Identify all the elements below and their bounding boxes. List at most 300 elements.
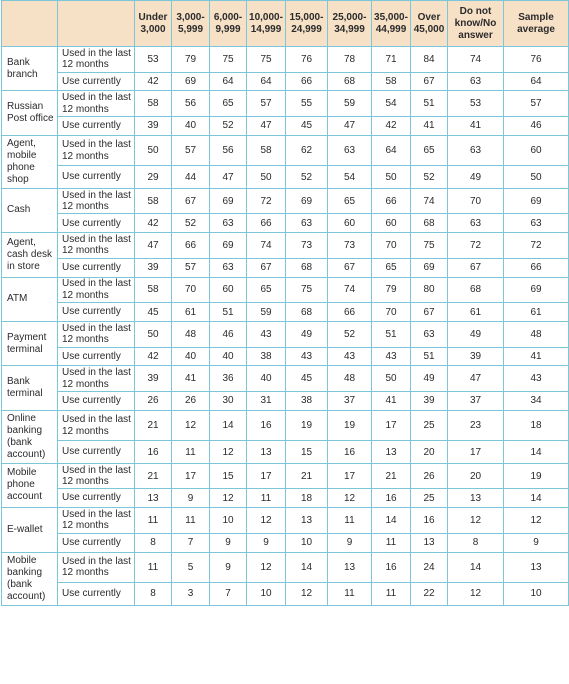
value-cell: 65: [372, 258, 411, 277]
value-cell: 66: [286, 72, 328, 91]
value-cell: 40: [247, 366, 286, 392]
category-cell: Agent, mobile phone shop: [2, 135, 58, 188]
value-cell: 12: [247, 508, 286, 534]
value-cell: 11: [372, 533, 411, 552]
value-cell: 57: [172, 258, 210, 277]
header-line: 25,000-: [332, 11, 367, 23]
value-cell: 5: [172, 552, 210, 583]
header-income-6: [372, 1, 411, 47]
value-cell: 8: [135, 583, 172, 605]
value-cell: 51: [411, 91, 448, 117]
value-cell: 19: [328, 410, 372, 441]
value-cell: 66: [504, 258, 569, 277]
value-cell: 45: [286, 366, 328, 392]
value-cell: 42: [135, 347, 172, 366]
value-cell: 48: [504, 321, 569, 347]
value-cell: 59: [328, 91, 372, 117]
value-cell: 3: [172, 583, 210, 605]
value-cell: 16: [372, 552, 411, 583]
header-income-8: [448, 1, 504, 47]
value-cell: 26: [135, 391, 172, 410]
table-row: [2, 366, 569, 392]
value-cell: 64: [504, 72, 569, 91]
header-line: 44,999: [375, 23, 407, 35]
value-cell: 11: [172, 441, 210, 463]
value-cell: 74: [411, 188, 448, 214]
period-cell: Used in the last 12 months: [58, 135, 135, 166]
value-cell: 52: [328, 321, 372, 347]
value-cell: 23: [448, 410, 504, 441]
value-cell: 12: [210, 441, 247, 463]
value-cell: 25: [411, 489, 448, 508]
value-cell: 65: [210, 91, 247, 117]
period-cell: Used in the last 12 months: [58, 47, 135, 73]
value-cell: 16: [247, 410, 286, 441]
header-income-4: [286, 1, 328, 47]
value-cell: 14: [210, 410, 247, 441]
value-cell: 14: [504, 441, 569, 463]
category-cell: E-wallet: [2, 508, 58, 552]
period-cell: Use currently: [58, 533, 135, 552]
value-cell: 17: [328, 463, 372, 489]
value-cell: 58: [135, 188, 172, 214]
value-cell: 58: [372, 72, 411, 91]
value-cell: 67: [448, 258, 504, 277]
value-cell: 24: [411, 552, 448, 583]
value-cell: 12: [448, 508, 504, 534]
header-income-5: [328, 1, 372, 47]
period-cell: Used in the last 12 months: [58, 508, 135, 534]
value-cell: 79: [372, 277, 411, 303]
value-cell: 54: [328, 166, 372, 188]
value-cell: 50: [135, 135, 172, 166]
header-line: 5,999: [177, 23, 204, 35]
value-cell: 50: [247, 166, 286, 188]
value-cell: 63: [448, 135, 504, 166]
header-line: 6,000-: [213, 11, 243, 23]
value-cell: 49: [286, 321, 328, 347]
value-cell: 65: [411, 135, 448, 166]
header-line: answer: [458, 29, 493, 41]
value-cell: 47: [210, 166, 247, 188]
value-cell: 46: [210, 321, 247, 347]
category-cell: ATM: [2, 277, 58, 321]
value-cell: 12: [210, 489, 247, 508]
value-cell: 13: [372, 441, 411, 463]
value-cell: 68: [286, 303, 328, 322]
category-cell: Agent, cash desk in store: [2, 233, 58, 277]
value-cell: 64: [247, 72, 286, 91]
value-cell: 57: [172, 135, 210, 166]
value-cell: 55: [286, 91, 328, 117]
value-cell: 16: [135, 441, 172, 463]
value-cell: 43: [372, 347, 411, 366]
value-cell: 69: [210, 233, 247, 259]
value-cell: 68: [448, 277, 504, 303]
value-cell: 12: [172, 410, 210, 441]
value-cell: 63: [328, 135, 372, 166]
header-line: 10,000-: [249, 11, 283, 23]
value-cell: 69: [172, 72, 210, 91]
header-line: Do not: [459, 5, 492, 17]
value-cell: 53: [135, 47, 172, 73]
value-cell: 63: [210, 214, 247, 233]
value-cell: 57: [247, 91, 286, 117]
value-cell: 20: [411, 441, 448, 463]
value-cell: 16: [411, 508, 448, 534]
value-cell: 21: [286, 463, 328, 489]
value-cell: 39: [135, 116, 172, 135]
value-cell: 75: [247, 47, 286, 73]
value-cell: 45: [286, 116, 328, 135]
value-cell: 40: [210, 347, 247, 366]
header-period: [58, 1, 135, 47]
value-cell: 13: [135, 489, 172, 508]
table-row: [2, 47, 569, 73]
table-row: [2, 533, 569, 552]
value-cell: 43: [504, 366, 569, 392]
period-cell: Use currently: [58, 441, 135, 463]
header-income-9: [504, 1, 569, 47]
period-cell: Use currently: [58, 258, 135, 277]
value-cell: 75: [210, 47, 247, 73]
table-body: [2, 47, 569, 606]
value-cell: 16: [328, 441, 372, 463]
value-cell: 67: [328, 258, 372, 277]
value-cell: 60: [372, 214, 411, 233]
value-cell: 66: [172, 233, 210, 259]
header-line: know/No: [454, 17, 497, 29]
value-cell: 11: [328, 583, 372, 605]
value-cell: 37: [328, 391, 372, 410]
table-row: [2, 303, 569, 322]
value-cell: 21: [372, 463, 411, 489]
header-income-1: [172, 1, 210, 47]
value-cell: 78: [328, 47, 372, 73]
value-cell: 43: [328, 347, 372, 366]
value-cell: 70: [172, 277, 210, 303]
table-row: [2, 188, 569, 214]
value-cell: 39: [411, 391, 448, 410]
value-cell: 14: [448, 552, 504, 583]
value-cell: 10: [504, 583, 569, 605]
value-cell: 52: [210, 116, 247, 135]
value-cell: 44: [172, 166, 210, 188]
value-cell: 51: [411, 347, 448, 366]
value-cell: 69: [504, 188, 569, 214]
value-cell: 67: [172, 188, 210, 214]
value-cell: 9: [210, 552, 247, 583]
value-cell: 58: [135, 277, 172, 303]
table-row: [2, 258, 569, 277]
value-cell: 84: [411, 47, 448, 73]
value-cell: 42: [372, 116, 411, 135]
period-cell: Use currently: [58, 303, 135, 322]
period-cell: Used in the last 12 months: [58, 277, 135, 303]
table-row: [2, 583, 569, 605]
header-line: 45,000: [413, 23, 445, 35]
value-cell: 7: [210, 583, 247, 605]
value-cell: 26: [411, 463, 448, 489]
value-cell: 50: [372, 166, 411, 188]
value-cell: 52: [172, 214, 210, 233]
table-row: [2, 347, 569, 366]
value-cell: 31: [247, 391, 286, 410]
value-cell: 40: [172, 116, 210, 135]
value-cell: 68: [328, 72, 372, 91]
table-row: [2, 233, 569, 259]
value-cell: 65: [247, 277, 286, 303]
value-cell: 10: [286, 533, 328, 552]
value-cell: 19: [286, 410, 328, 441]
value-cell: 71: [372, 47, 411, 73]
value-cell: 54: [372, 91, 411, 117]
table-row: [2, 72, 569, 91]
value-cell: 11: [135, 508, 172, 534]
value-cell: 18: [504, 410, 569, 441]
value-cell: 79: [172, 47, 210, 73]
value-cell: 38: [247, 347, 286, 366]
header-line: 34,999: [334, 23, 365, 35]
value-cell: 58: [247, 135, 286, 166]
value-cell: 12: [328, 489, 372, 508]
value-cell: 36: [210, 366, 247, 392]
value-cell: 17: [448, 441, 504, 463]
value-cell: 10: [210, 508, 247, 534]
value-cell: 50: [372, 366, 411, 392]
value-cell: 51: [210, 303, 247, 322]
value-cell: 13: [504, 552, 569, 583]
value-cell: 46: [504, 116, 569, 135]
value-cell: 52: [411, 166, 448, 188]
value-cell: 69: [504, 277, 569, 303]
value-cell: 60: [328, 214, 372, 233]
table-row: [2, 391, 569, 410]
value-cell: 63: [504, 214, 569, 233]
header-line: Sample: [518, 11, 554, 23]
value-cell: 68: [286, 258, 328, 277]
value-cell: 11: [328, 508, 372, 534]
value-cell: 21: [135, 463, 172, 489]
value-cell: 21: [135, 410, 172, 441]
table-row: [2, 489, 569, 508]
value-cell: 13: [448, 489, 504, 508]
category-cell: Online banking (bank account): [2, 410, 58, 463]
value-cell: 51: [372, 321, 411, 347]
value-cell: 8: [135, 533, 172, 552]
period-cell: Used in the last 12 months: [58, 366, 135, 392]
category-cell: Bank branch: [2, 47, 58, 91]
value-cell: 48: [172, 321, 210, 347]
value-cell: 47: [328, 116, 372, 135]
value-cell: 8: [448, 533, 504, 552]
value-cell: 20: [448, 463, 504, 489]
header-line: Over: [417, 11, 441, 23]
data-table: [1, 0, 569, 606]
category-cell: Bank terminal: [2, 366, 58, 410]
value-cell: 53: [448, 91, 504, 117]
value-cell: 9: [504, 533, 569, 552]
header-line: average: [517, 23, 555, 35]
value-cell: 59: [247, 303, 286, 322]
value-cell: 72: [448, 233, 504, 259]
value-cell: 70: [372, 233, 411, 259]
value-cell: 49: [448, 166, 504, 188]
category-cell: Cash: [2, 188, 58, 232]
value-cell: 64: [372, 135, 411, 166]
header-line: 15,000-: [289, 11, 324, 23]
value-cell: 63: [448, 72, 504, 91]
period-cell: Used in the last 12 months: [58, 91, 135, 117]
period-cell: Used in the last 12 months: [58, 463, 135, 489]
table-row: [2, 552, 569, 583]
value-cell: 47: [448, 366, 504, 392]
value-cell: 41: [504, 347, 569, 366]
value-cell: 40: [172, 347, 210, 366]
value-cell: 42: [135, 214, 172, 233]
value-cell: 63: [448, 214, 504, 233]
value-cell: 19: [504, 463, 569, 489]
value-cell: 41: [448, 116, 504, 135]
value-cell: 47: [135, 233, 172, 259]
value-cell: 61: [448, 303, 504, 322]
value-cell: 41: [411, 116, 448, 135]
period-cell: Use currently: [58, 72, 135, 91]
table-row: [2, 91, 569, 117]
table-row: [2, 441, 569, 463]
value-cell: 60: [210, 277, 247, 303]
value-cell: 49: [411, 366, 448, 392]
value-cell: 26: [172, 391, 210, 410]
header-line: 24,999: [291, 23, 322, 35]
value-cell: 47: [247, 116, 286, 135]
table-row: [2, 277, 569, 303]
value-cell: 50: [135, 321, 172, 347]
value-cell: 11: [372, 583, 411, 605]
category-cell: Mobile phone account: [2, 463, 58, 507]
value-cell: 41: [372, 391, 411, 410]
period-cell: Used in the last 12 months: [58, 552, 135, 583]
category-cell: Mobile banking (bank account): [2, 552, 58, 605]
value-cell: 68: [411, 214, 448, 233]
value-cell: 65: [328, 188, 372, 214]
value-cell: 11: [135, 552, 172, 583]
period-cell: Use currently: [58, 347, 135, 366]
value-cell: 42: [135, 72, 172, 91]
period-cell: Used in the last 12 months: [58, 321, 135, 347]
value-cell: 10: [247, 583, 286, 605]
period-cell: Use currently: [58, 489, 135, 508]
value-cell: 34: [504, 391, 569, 410]
value-cell: 18: [286, 489, 328, 508]
value-cell: 63: [210, 258, 247, 277]
period-cell: Use currently: [58, 391, 135, 410]
period-cell: Used in the last 12 months: [58, 410, 135, 441]
table-row: [2, 463, 569, 489]
value-cell: 39: [448, 347, 504, 366]
value-cell: 57: [504, 91, 569, 117]
value-cell: 66: [247, 214, 286, 233]
value-cell: 49: [448, 321, 504, 347]
header-income-2: [210, 1, 247, 47]
value-cell: 74: [448, 47, 504, 73]
value-cell: 70: [372, 303, 411, 322]
value-cell: 80: [411, 277, 448, 303]
header-line: 35,000-: [374, 11, 408, 23]
value-cell: 76: [286, 47, 328, 73]
header-line: 14,999: [250, 23, 282, 35]
value-cell: 72: [504, 233, 569, 259]
header-income-3: [247, 1, 286, 47]
table-row: [2, 166, 569, 188]
value-cell: 9: [328, 533, 372, 552]
value-cell: 43: [247, 321, 286, 347]
value-cell: 39: [135, 366, 172, 392]
value-cell: 69: [286, 188, 328, 214]
table-row: [2, 508, 569, 534]
value-cell: 52: [286, 166, 328, 188]
header-row: [2, 1, 569, 47]
value-cell: 48: [328, 366, 372, 392]
period-cell: Used in the last 12 months: [58, 233, 135, 259]
value-cell: 74: [328, 277, 372, 303]
period-cell: Use currently: [58, 166, 135, 188]
value-cell: 56: [172, 91, 210, 117]
value-cell: 37: [448, 391, 504, 410]
value-cell: 50: [504, 166, 569, 188]
value-cell: 14: [286, 552, 328, 583]
value-cell: 67: [411, 303, 448, 322]
value-cell: 17: [372, 410, 411, 441]
value-cell: 15: [210, 463, 247, 489]
value-cell: 56: [210, 135, 247, 166]
value-cell: 73: [328, 233, 372, 259]
value-cell: 67: [247, 258, 286, 277]
value-cell: 74: [247, 233, 286, 259]
period-cell: Used in the last 12 months: [58, 188, 135, 214]
value-cell: 67: [411, 72, 448, 91]
value-cell: 72: [247, 188, 286, 214]
value-cell: 15: [286, 441, 328, 463]
header-line: 3,000-: [176, 11, 205, 23]
value-cell: 12: [247, 552, 286, 583]
header-income-0: [135, 1, 172, 47]
value-cell: 14: [372, 508, 411, 534]
value-cell: 22: [411, 583, 448, 605]
value-cell: 7: [172, 533, 210, 552]
table-row: [2, 410, 569, 441]
value-cell: 9: [210, 533, 247, 552]
table-row: [2, 214, 569, 233]
category-cell: Russian Post office: [2, 91, 58, 135]
value-cell: 63: [411, 321, 448, 347]
value-cell: 13: [286, 508, 328, 534]
value-cell: 69: [411, 258, 448, 277]
table-row: [2, 321, 569, 347]
value-cell: 14: [504, 489, 569, 508]
value-cell: 29: [135, 166, 172, 188]
value-cell: 13: [328, 552, 372, 583]
value-cell: 58: [135, 91, 172, 117]
value-cell: 63: [286, 214, 328, 233]
table-row: [2, 116, 569, 135]
value-cell: 43: [286, 347, 328, 366]
value-cell: 17: [247, 463, 286, 489]
value-cell: 75: [411, 233, 448, 259]
header-category: [2, 1, 58, 47]
value-cell: 66: [328, 303, 372, 322]
value-cell: 12: [504, 508, 569, 534]
